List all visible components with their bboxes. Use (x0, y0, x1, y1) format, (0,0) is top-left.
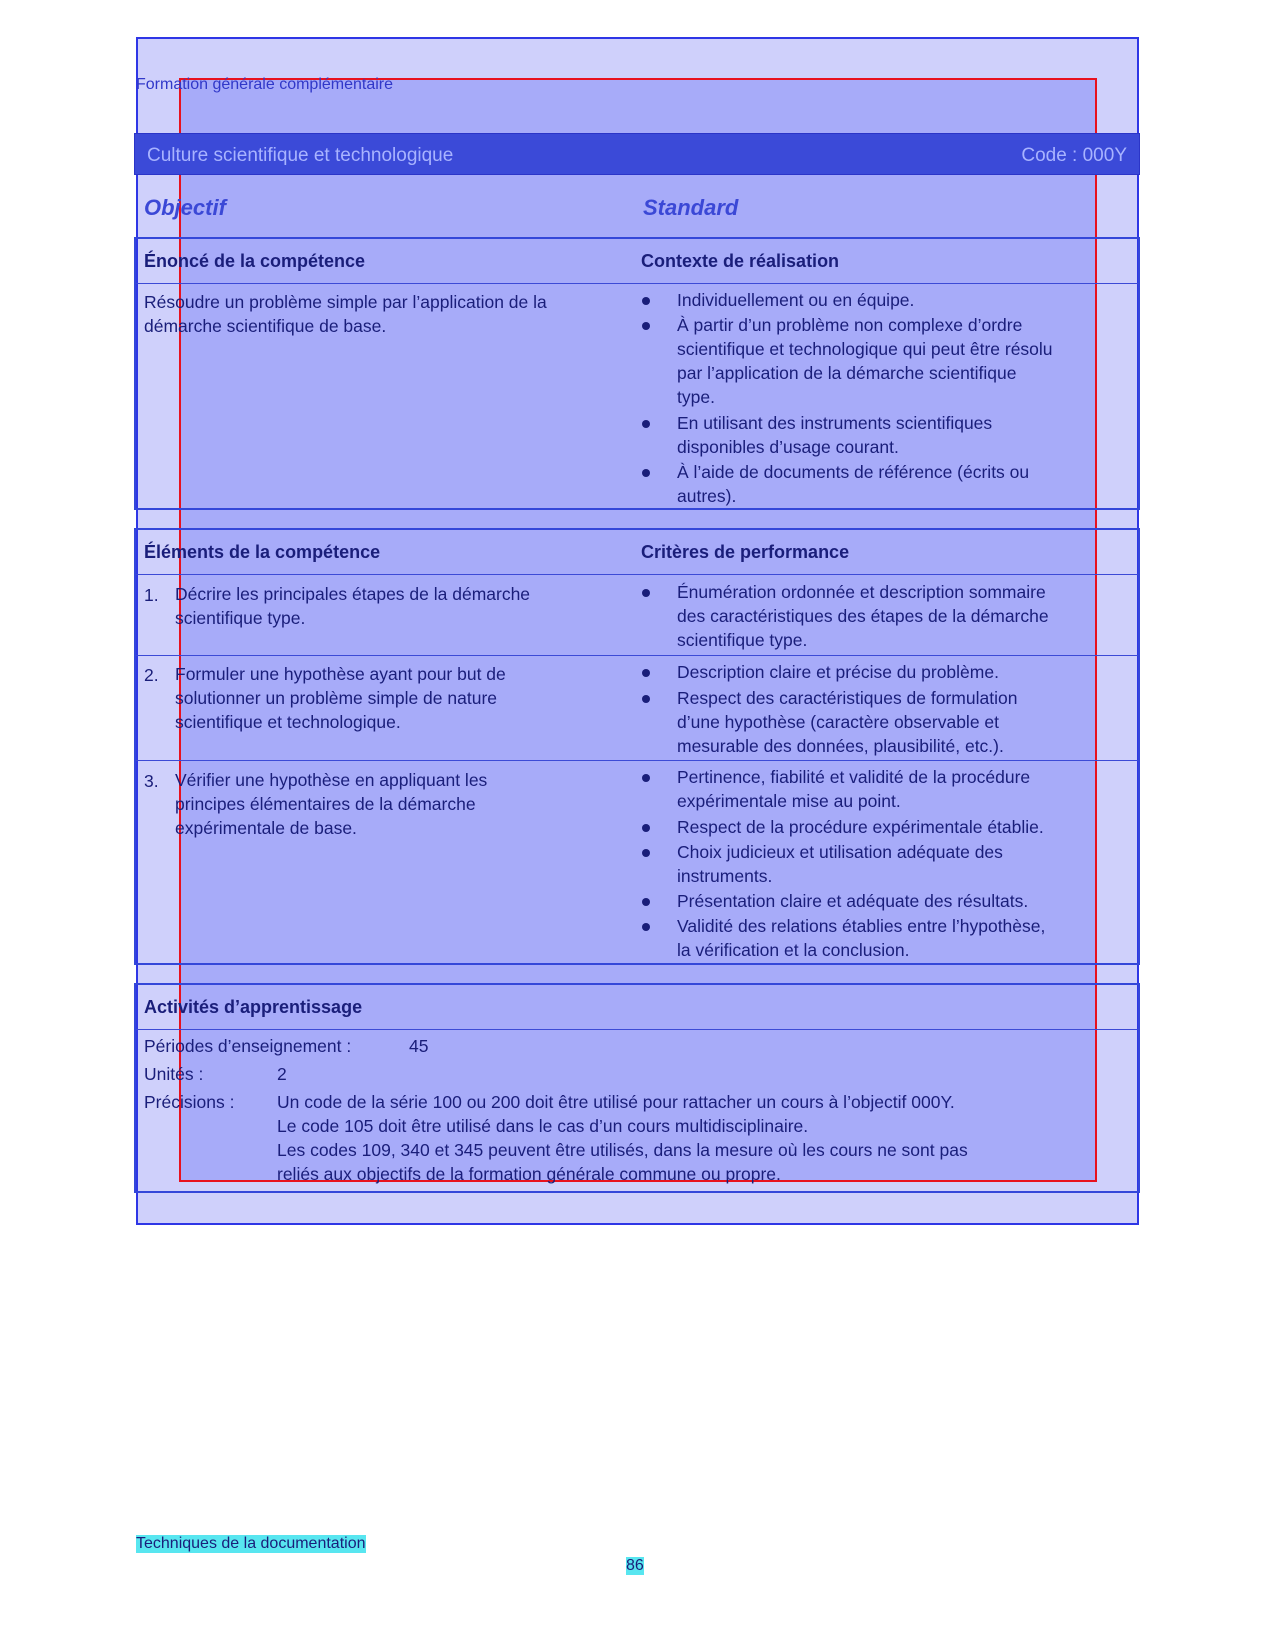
units-value: 2 (277, 1064, 287, 1084)
criterion-text: Choix judicieux et utilisation adéquate des (677, 842, 1003, 862)
page-number: 86 (626, 1557, 644, 1574)
bullet-icon (642, 923, 650, 931)
criteria-heading: Critères de performance (641, 542, 850, 562)
row-divider (136, 760, 1138, 761)
course-title: Culture scientifique et technologique (147, 145, 454, 166)
element-text: Vérifier une hypothèse en appliquant les (175, 770, 488, 790)
footer-document-title: Techniques de la documentation (136, 1535, 366, 1552)
element-number: 3. (144, 771, 159, 791)
bullet-icon (642, 898, 650, 906)
section-divider (136, 283, 1138, 284)
element-text: Décrire les principales étapes de la démarche (175, 584, 531, 604)
element-text: principes élémentaires de la démarche (175, 794, 476, 814)
program-header: Formation générale complémentaire (136, 76, 394, 93)
precision-line: Le code 105 doit être utilisé dans le cas d’un cours multidisciplinaire. (277, 1116, 809, 1136)
periods-label: Périodes d’enseignement : (144, 1036, 352, 1056)
context-item: Individuellement ou en équipe. (677, 290, 915, 310)
precisions-label: Précisions : (144, 1092, 235, 1112)
criterion-text: instruments. (677, 866, 773, 886)
bullet-icon (642, 297, 650, 305)
bullet-icon (642, 420, 650, 428)
course-title-bar (134, 133, 1140, 175)
precision-line: Un code de la série 100 ou 200 doit être utilisé pour rattacher un cours à l’objectif 000Y. (277, 1092, 955, 1112)
precision-line: Les codes 109, 340 et 345 peuvent être utilisés, dans la mesure où les cours ne sont pas (277, 1140, 968, 1160)
competence-heading: Énoncé de la compétence (144, 251, 366, 271)
criterion-text: Respect de la procédure expérimentale établie. (677, 817, 1044, 837)
criterion-text: Pertinence, fiabilité et validité de la procédure (677, 767, 1031, 787)
criterion-text: d’une hypothèse (caractère observable et (677, 712, 1000, 732)
units-label: Unités : (144, 1064, 204, 1084)
criterion-text: Respect des caractéristiques de formulation (677, 688, 1018, 708)
bullet-icon (642, 669, 650, 677)
element-text: scientifique et technologique. (175, 712, 401, 732)
context-item: autres). (677, 486, 737, 506)
elements-heading: Éléments de la compétence (144, 542, 381, 562)
bullet-icon (642, 824, 650, 832)
section-divider (136, 1029, 1138, 1030)
row-divider (136, 655, 1138, 656)
criterion-text: la vérification et la conclusion. (677, 940, 910, 960)
periods-value: 45 (409, 1036, 429, 1056)
bullet-icon (642, 589, 650, 597)
context-item: scientifique et technologique qui peut être résolu (677, 339, 1053, 359)
element-text: Formuler une hypothèse ayant pour but de (175, 664, 506, 684)
element-text: solutionner un problème simple de nature (175, 688, 497, 708)
element-text: expérimentale de base. (175, 818, 357, 838)
precision-line: reliés aux objectifs de la formation générale commune ou propre. (277, 1164, 781, 1184)
bullet-icon (642, 849, 650, 857)
bullet-icon (642, 322, 650, 330)
standard-heading: Standard (643, 195, 739, 220)
element-number: 1. (144, 585, 159, 605)
context-item: type. (677, 387, 715, 407)
section-divider (136, 574, 1138, 575)
bullet-icon (642, 774, 650, 782)
bullet-icon (642, 695, 650, 703)
context-item: En utilisant des instruments scientifiques (677, 413, 993, 433)
criterion-text: Validité des relations établies entre l’hypothèse, (677, 916, 1046, 936)
course-code: Code : 000Y (1021, 145, 1127, 166)
criterion-text: Description claire et précise du problème. (677, 662, 999, 682)
competence-statement-line: Résoudre un problème simple par l’application de la (144, 292, 547, 312)
context-item: disponibles d’usage courant. (677, 437, 899, 457)
context-item: par l’application de la démarche scientifique (677, 363, 1017, 383)
criterion-text: des caractéristiques des étapes de la démarche (677, 606, 1049, 626)
context-item: À l’aide de documents de référence (écrits ou (677, 462, 1030, 482)
criterion-text: Présentation claire et adéquate des résultats. (677, 891, 1029, 911)
context-item: À partir d’un problème non complexe d’ordre (677, 315, 1023, 335)
bullet-icon (642, 469, 650, 477)
element-text: scientifique type. (175, 608, 306, 628)
context-heading: Contexte de réalisation (641, 251, 840, 271)
element-number: 2. (144, 665, 159, 685)
criterion-text: mesurable des données, plausibilité, etc.). (677, 736, 1004, 756)
competence-statement-line: démarche scientifique de base. (144, 316, 387, 336)
criterion-text: scientifique type. (677, 630, 808, 650)
activities-heading: Activités d’apprentissage (144, 997, 363, 1017)
objective-heading: Objectif (144, 195, 226, 220)
criterion-text: expérimentale mise au point. (677, 791, 901, 811)
criterion-text: Énumération ordonnée et description sommaire (677, 582, 1046, 602)
